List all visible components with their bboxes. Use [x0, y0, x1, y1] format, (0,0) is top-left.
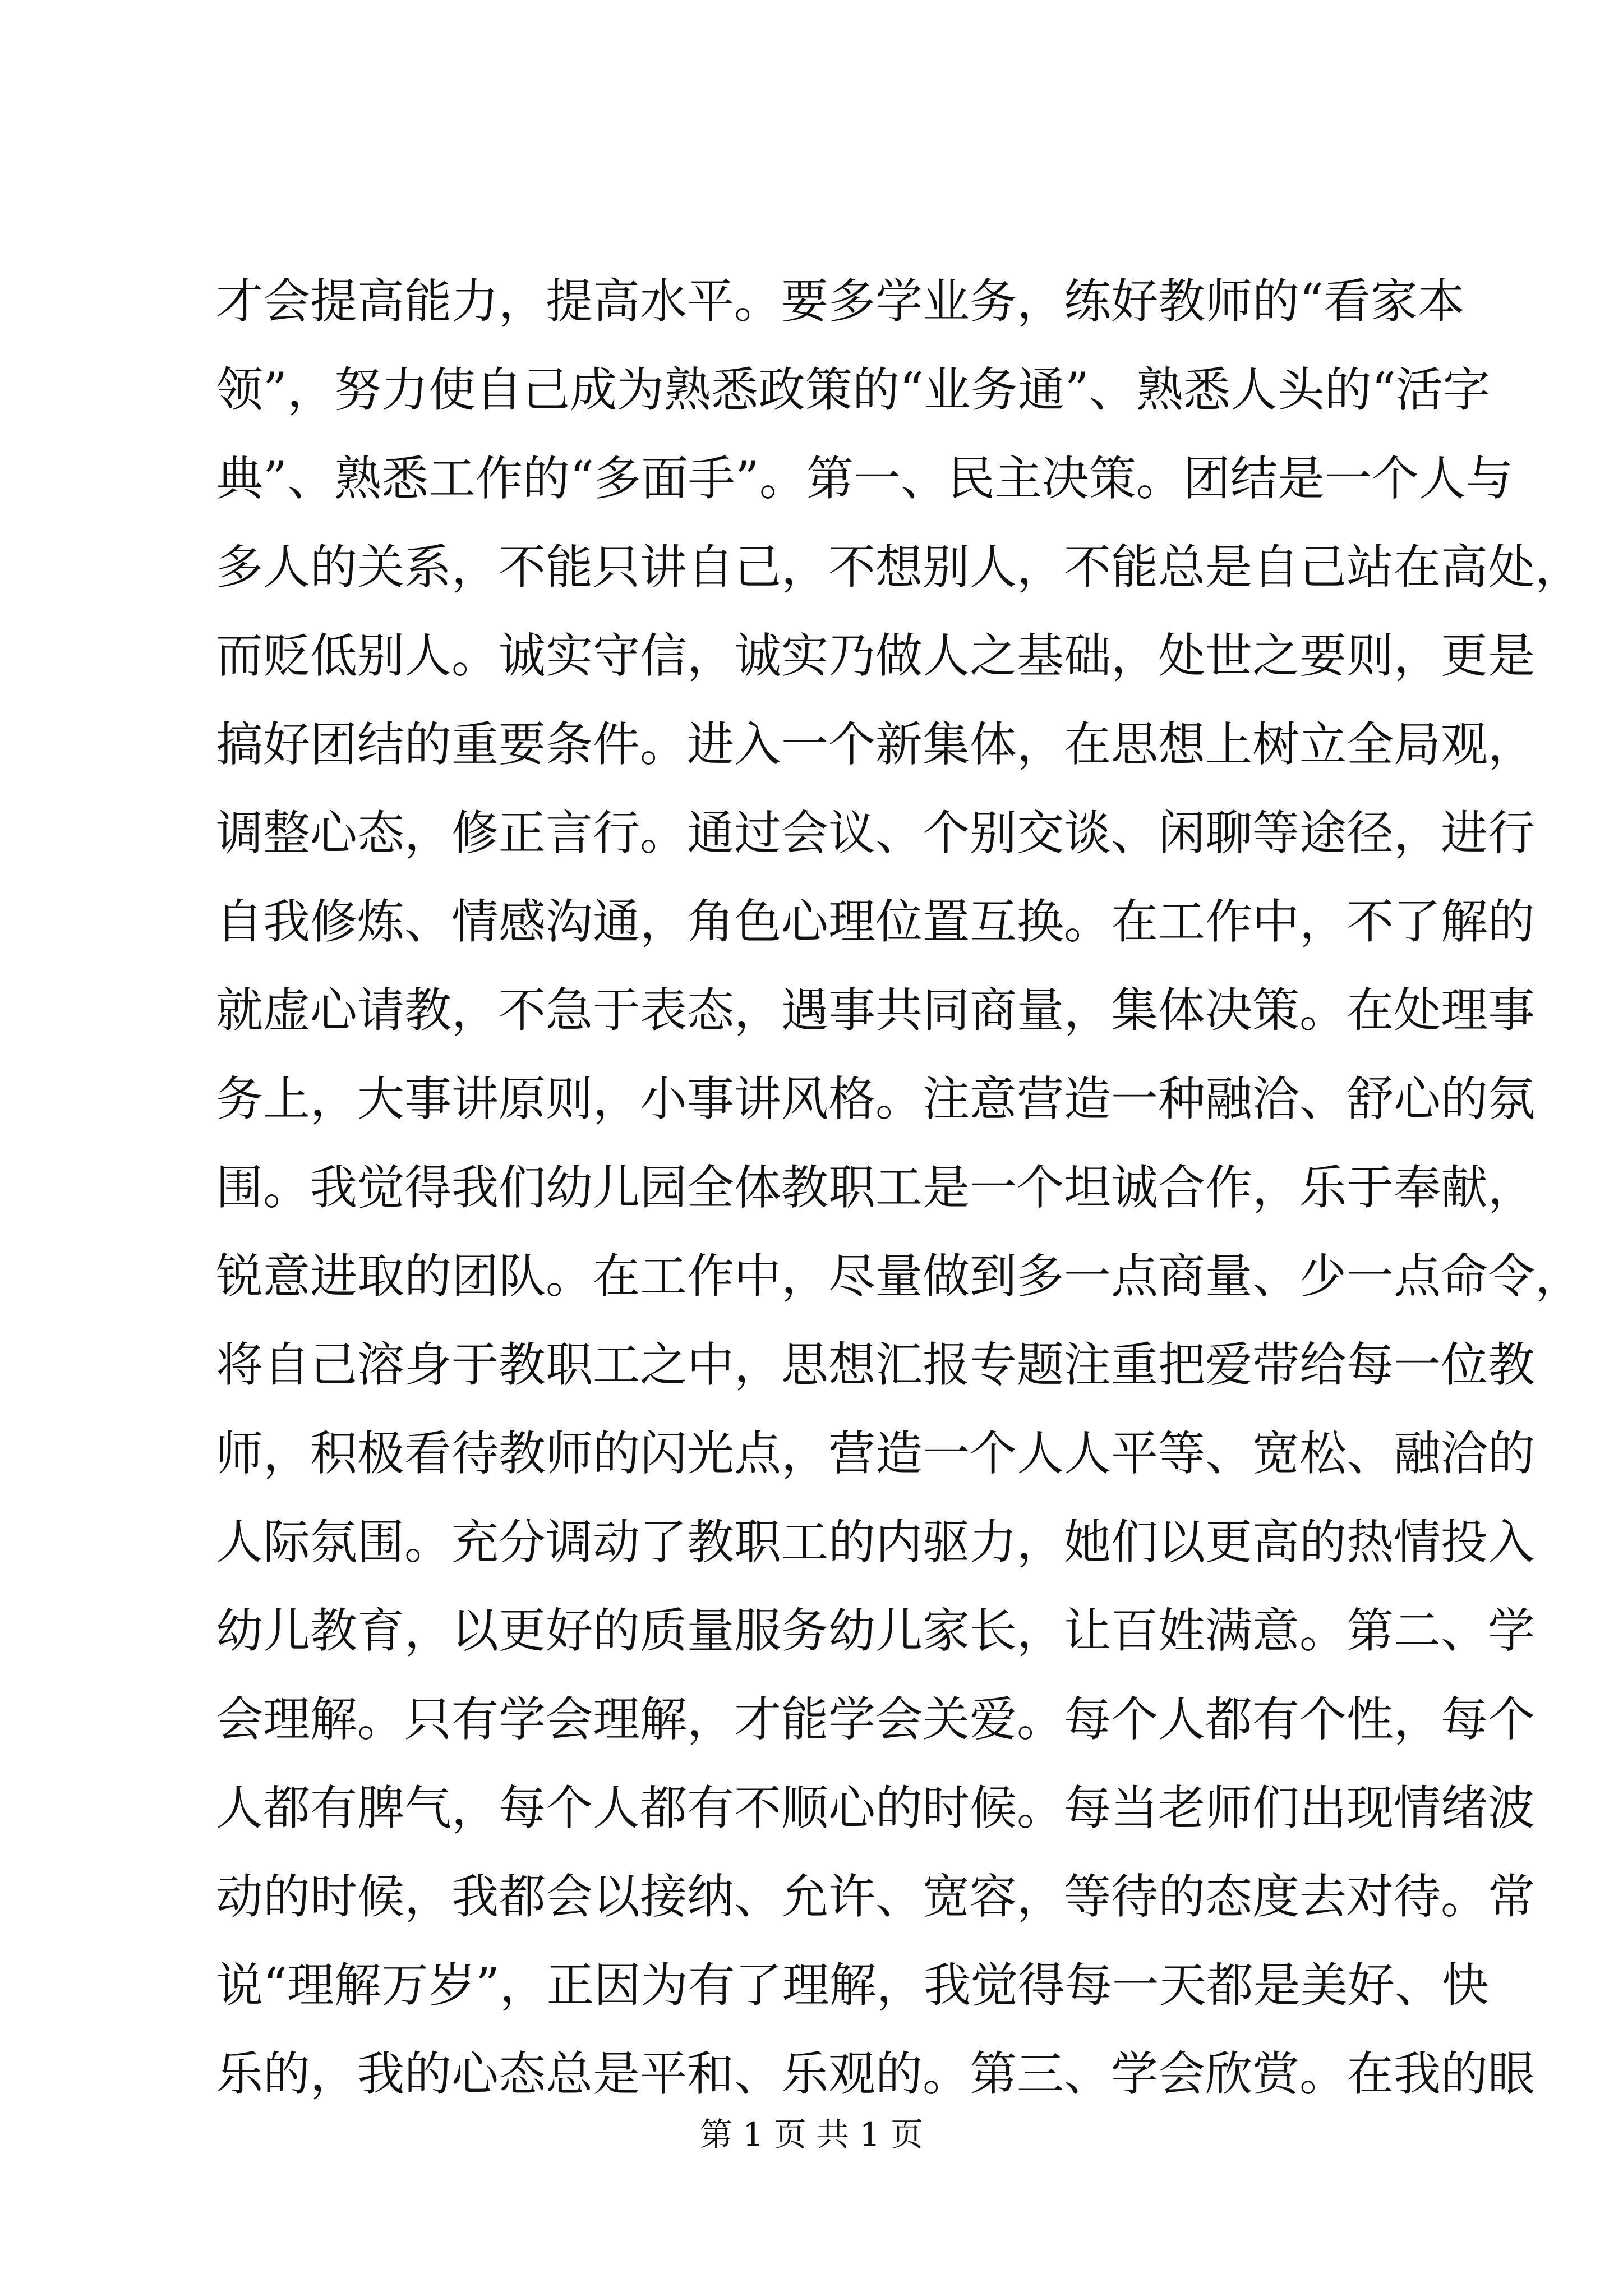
- text-line: 调整心态，修正言行。通过会议、个别交谈、闲聊等途径，进行: [216, 806, 1536, 861]
- text-line: 人际氛围。充分调动了教职工的内驱力，她们以更高的热情投入: [216, 1515, 1536, 1570]
- text-line: 务上，大事讲原则，小事讲风格。注意营造一种融洽、舒心的氛: [216, 1071, 1536, 1126]
- text-line: 锐意进取的团队。在工作中，尽量做到多一点商量、少一点命令，: [216, 1249, 1583, 1304]
- text-line: 幼儿教育，以更好的质量服务幼儿家长，让百姓满意。第二、学: [216, 1603, 1536, 1658]
- page-number-label: 第 1 页 共 1 页: [700, 2115, 923, 2154]
- text-line: 就虚心请教，不急于表态，遇事共同商量，集体决策。在处理事: [216, 983, 1536, 1038]
- text-line: 乐的，我的心态总是平和、乐观的。第三、学会欣赏。在我的眼: [216, 2046, 1536, 2101]
- text-line: 说“理解万岁”，正因为有了理解，我觉得每一天都是美好、快: [216, 1958, 1489, 2013]
- text-line: 人都有脾气，每个人都有不顺心的时候。每当老师们出现情绪波: [216, 1780, 1536, 1835]
- text-line: 将自己溶身于教职工之中，思想汇报专题注重把爱带给每一位教: [216, 1337, 1536, 1392]
- text-line: 师，积极看待教师的闪光点，营造一个人人平等、宽松、融洽的: [216, 1426, 1536, 1481]
- text-line: 动的时候，我都会以接纳、允许、宽容，等待的态度去对待。常: [216, 1869, 1536, 1924]
- text-line: 领”，努力使自己成为熟悉政策的“业务通”、熟悉人头的“活字: [216, 362, 1490, 417]
- text-line: 才会提高能力，提高水平。要多学业务，练好教师的“看家本: [216, 274, 1465, 329]
- page-footer: [0, 2112, 1623, 2157]
- text-line: 围。我觉得我们幼儿园全体教职工是一个坦诚合作，乐于奉献，: [216, 1160, 1536, 1215]
- text-line: 搞好团结的重要条件。进入一个新集体，在思想上树立全局观，: [216, 717, 1536, 772]
- text-line: 典”、熟悉工作的“多面手”。第一、民主决策。团结是一个人与: [216, 451, 1513, 506]
- text-line: 会理解。只有学会理解，才能学会关爱。每个人都有个性，每个: [216, 1692, 1536, 1747]
- body-text: [216, 257, 1583, 2118]
- text-line: 多人的关系，不能只讲自己，不想别人，不能总是自己站在高处，: [216, 540, 1583, 595]
- text-line: 自我修炼、情感沟通，角色心理位置互换。在工作中，不了解的: [216, 894, 1536, 949]
- text-line: 而贬低别人。诚实守信，诚实乃做人之基础，处世之要则，更是: [216, 628, 1536, 683]
